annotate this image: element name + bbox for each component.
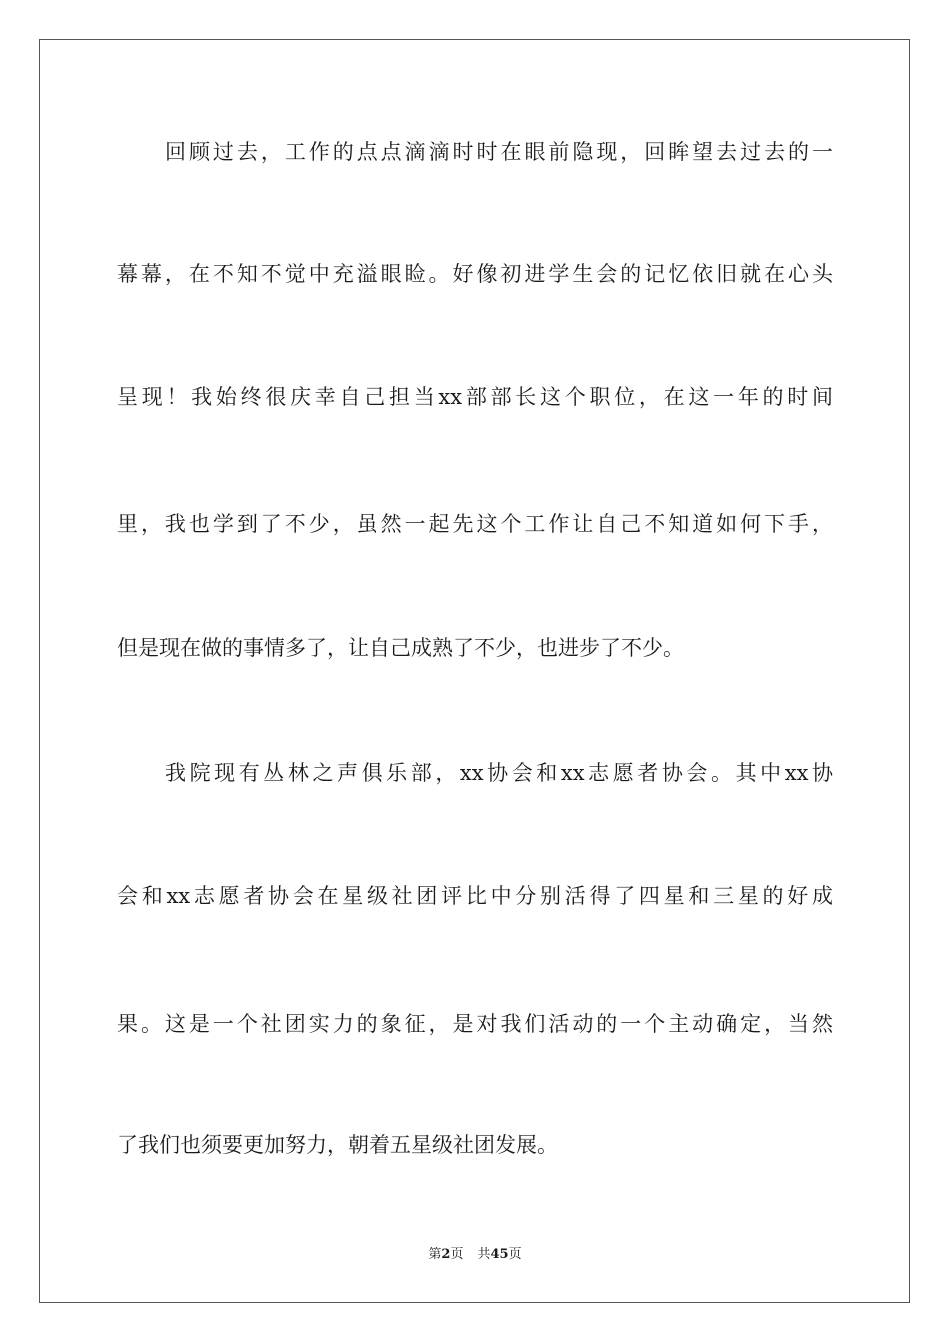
total-pages: 45	[490, 1247, 509, 1262]
paragraph-1-line-4: 里，我也学到了不少，虽然一起先这个工作让自己不知道如何下手，	[117, 512, 833, 536]
paragraph-1-line-3: 呈现！我始终很庆幸自己担当xx部部长这个职位，在这一年的时间	[117, 385, 833, 409]
paragraph-2-line-4: 了我们也须要更加努力，朝着五星级社团发展。	[117, 1133, 558, 1157]
page-border	[39, 39, 910, 1303]
paragraph-1-line-2: 幕幕，在不知不觉中充溢眼睑。好像初进学生会的记忆依旧就在心头	[117, 262, 833, 286]
total-prefix: 共	[477, 1247, 491, 1262]
paragraph-1-line-1: 回顾过去，工作的点点滴滴时时在眼前隐现，回眸望去过去的一	[165, 140, 833, 164]
page-number: 2	[441, 1247, 451, 1262]
page-prefix: 第	[428, 1247, 442, 1262]
page-footer	[0, 1247, 950, 1263]
paragraph-2-line-1: 我院现有丛林之声俱乐部，xx协会和xx志愿者协会。其中xx协	[165, 761, 833, 785]
page-suffix: 页	[450, 1247, 464, 1262]
paragraph-2-line-2: 会和xx志愿者协会在星级社团评比中分别活得了四星和三星的好成	[117, 884, 833, 908]
total-suffix: 页	[508, 1247, 522, 1262]
paragraph-2-line-3: 果。这是一个社团实力的象征，是对我们活动的一个主动确定，当然	[117, 1012, 833, 1036]
paragraph-1-line-5: 但是现在做的事情多了，让自己成熟了不少，也进步了不少。	[117, 636, 684, 660]
